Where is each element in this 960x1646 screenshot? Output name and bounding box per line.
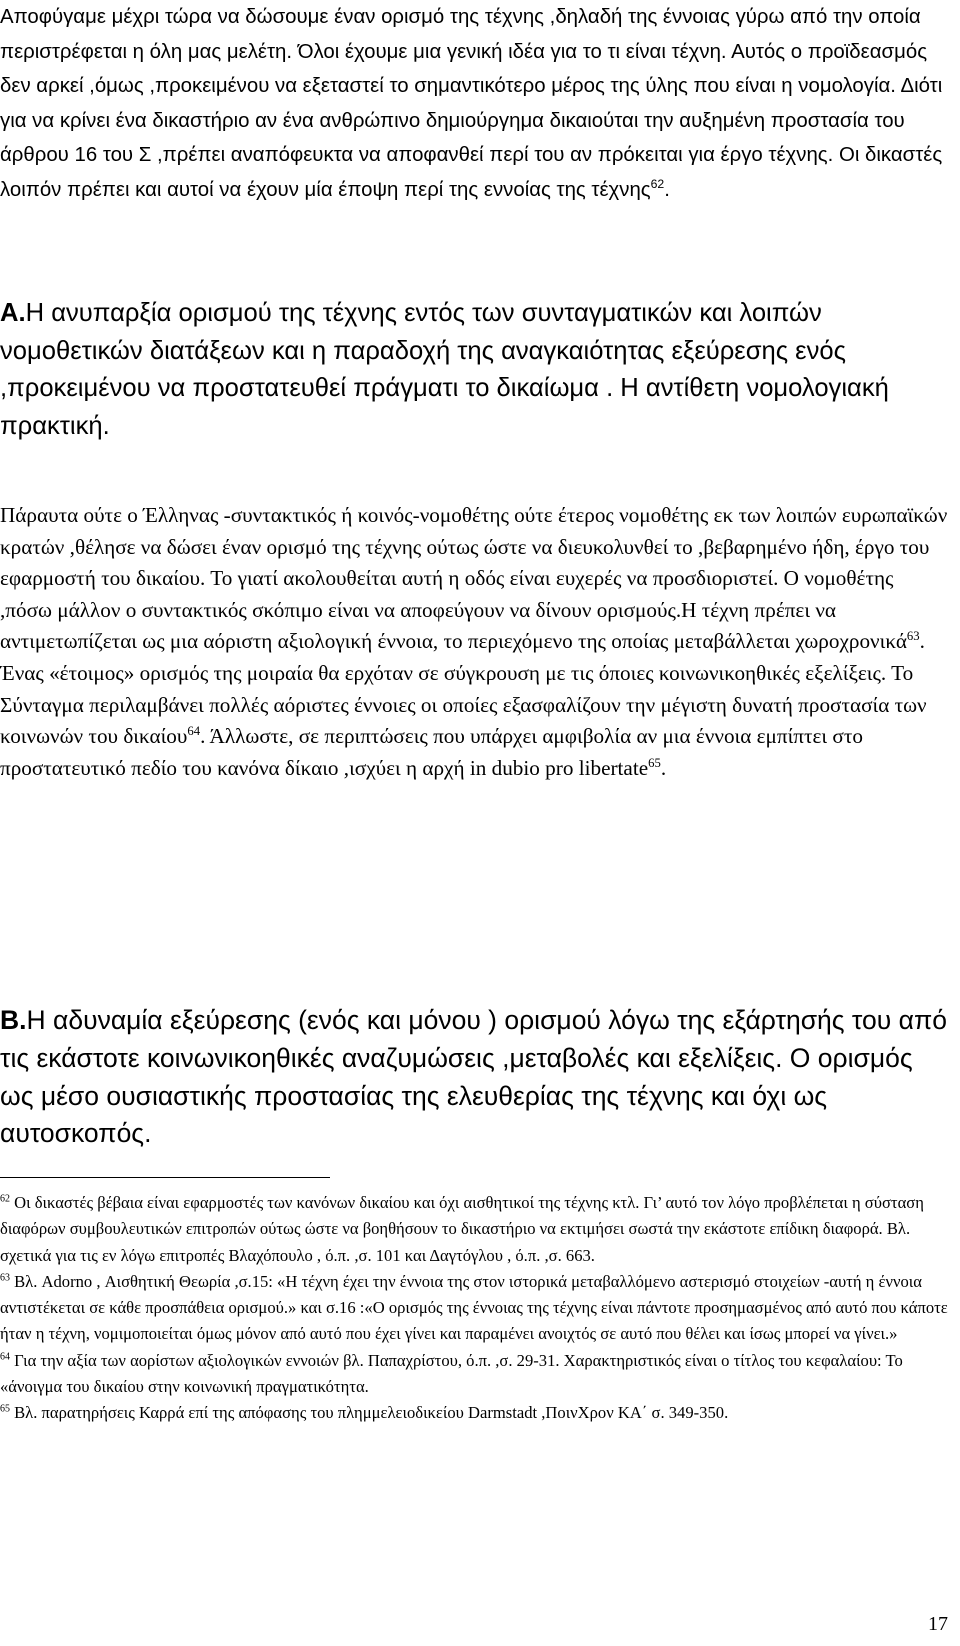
page-number: 17: [928, 1613, 948, 1635]
footnote-ref-62[interactable]: 62: [650, 176, 665, 191]
footnote-number: 64: [0, 1351, 10, 1363]
intro-text: Αποφύγαμε μέχρι τώρα να δώσουμε έναν ορισμό της τέχνης ,δηλαδή της έννοιας γύρω από την οποία περιστρέφεται η όλη μας μελέτη. Όλοι έχουμε μια γενική ιδέα για το τι είναι τέχνη. Αυτός ο προϊδεασμός δεν αρκεί ,όμως ,προκειμένου να εξεταστεί το σημαντικότερο μέρος της ύλης που είναι η νομολογία. Διότι για να κρίνει ένα δικαστήριο αν ένα ανθρώπινο δημιούργημα δικαιούται την αυξημένη προστασία του άρθρου 16 του Σ ,πρέπει αναπόφευκτα να αποφανθεί περί του αν πρόκειται για έργο τέχνης. Οι δικαστές λοιπόν πρέπει και αυτοί να έχουν μία έποψη περί της εννοίας της τέχνης: [0, 6, 943, 201]
body-text-part3: . Άλλωστε, σε περιπτώσεις που υπάρχει αμφιβολία αν μια έννοια εμπίπτει στο προστατευτικό πεδίο του κανόνα δίκαιο ,ισχύει η αρχή in dubio pro libertate: [0, 724, 863, 780]
section-heading-a: [0, 295, 950, 445]
body-paragraph: [0, 500, 950, 784]
footnote-separator: [0, 1177, 330, 1178]
section-title-a: Η ανυπαρξία ορισμού της τέχνης εντός των συνταγματικών και λοιπών νομοθετικών διατάξεων και η παραδοχή της αναγκαιότητας εξεύρεσης ενός ,προκειμένου να προστατευθεί πράγματι το δικαίωμα . Η αντίθετη νομολογιακή πρακτική.: [0, 299, 889, 440]
body-text-end: .: [660, 755, 667, 780]
body-text-part2: . Ένας «έτοιμος» ορισμός της μοιραία θα ερχόταν σε σύγκρουση με τις όποιες κοινωνικοηθικές εξελίξεις. Το Σύνταγμα περιλαμβάνει πολλές αόριστες έννοιες οι οποίες εξασφαλίζουν την μέγιστη δυνατή προστασία των κοινωνών του δικαίου: [0, 629, 927, 749]
footnote-ref-64[interactable]: 64: [187, 724, 201, 739]
footnote-ref-63[interactable]: 63: [906, 629, 920, 644]
section-letter-b: Β.: [0, 1005, 27, 1035]
footnote-number: 63: [0, 1272, 10, 1284]
footnote-62: [0, 1190, 950, 1269]
section-letter-a: Α.: [0, 299, 26, 327]
intro-end: .: [664, 178, 670, 201]
intro-paragraph: [0, 0, 950, 207]
footnote-text: Βλ. Adorno , Αισθητική Θεωρία ,σ.15: «Η τέχνη έχει την έννοια της στον ιστορικά μεταβαλλόμενο αστερισμό στοιχείων -αυτή η έννοια αντιστέκεται σε κάθε προσπάθεια ορισμού.» και σ.16 :«Ο ορισμός της έννοιας της τέχνης είναι πάντοτε προσημασμένος από αυτό που κάποτε ήταν η τέχνη, νομιμοποιείται όμως μόνον από αυτό που έχει γίνει και παραμένει ανοιχτός σε αυτό που θέλει και ίσως μπορεί να γίνει.»: [0, 1271, 948, 1344]
footnote-text: Βλ. παρατηρήσεις Καρρά επί της απόφασης του πλημμελειοδικείου Darmstadt ,ΠοινΧρον ΚΑ΄ σ. 349-350.: [14, 1403, 729, 1423]
footnote-64: [0, 1348, 950, 1401]
section-title-b: Η αδυναμία εξεύρεσης (ενός και μόνου ) ορισμού λόγω της εξάρτησής του από τις εκάστοτε κοινωνικοηθικές αναζυμώσεις ,μεταβολές και εξελίξεις. Ο ορισμός ως μέσο ουσιαστικής προστασίας της ελευθερίας της τέχνης και όχι ως αυτοσκοπός.: [0, 1005, 947, 1149]
footnote-number: 62: [0, 1193, 10, 1205]
footnote-text: Οι δικαστές βέβαια είναι εφαρμοστές των κανόνων δικαίου και όχι αισθητικοί της τέχνης κτλ. Γι’ αυτό τον λόγο προβλέπεται η σύσταση διαφόρων συμβουλευτικών επιτροπών ούτως ώστε να βοηθήσουν το δικαστήριο να εκτιμήσει σωστά την εκάστοτε επίδικη διαφορά. Βλ. σχετικά για τις εν λόγω επιτροπές Βλαχόπουλο , ό.π. ,σ. 101 και Δαγτόγλου , ό.π. ,σ. 663.: [0, 1193, 924, 1265]
section-heading-b: [0, 1002, 950, 1153]
footnotes: [0, 1190, 950, 1427]
body-text-part1: Πάραυτα ούτε ο Έλληνας -συντακτικός ή κοινός-νομοθέτης ούτε έτερος νομοθέτης εκ των λοιπών ευρωπαϊκών κρατών ,θέλησε να δώσει έναν ορισμό της τέχνης ούτως ώστε να διευκολυνθεί το ,βεβαρημένο ήδη, έργο του εφαρμοστή του δικαίου. Το γιατί ακολουθείται αυτή η οδός είναι ευχερές να προσδιοριστεί. Ο νομοθέτης ,πόσω μάλλον ο συντακτικός σκόπιμο είναι να αποφεύγουν να δίνουν ορισμούς.Η τέχνη πρέπει να αντιμετωπίζεται ως μια αόριστη αξιολογική έννοια, το περιεχόμενο της οποίας μεταβάλλεται χωροχρονικά: [0, 503, 948, 654]
footnote-63: [0, 1269, 950, 1348]
footnote-65: [0, 1400, 950, 1426]
footnote-ref-65[interactable]: 65: [648, 755, 661, 770]
footnote-text: Για την αξία των αορίστων αξιολογικών εννοιών βλ. Παπαχρίστου, ό.π. ,σ. 29-31. Χαρακτηριστικός είναι ο τίτλος του κεφαλαίου: Το «άνοιγμα του δικαίου στην κοινωνική πραγματικότητα.: [0, 1350, 903, 1397]
footnote-number: 65: [0, 1403, 10, 1415]
